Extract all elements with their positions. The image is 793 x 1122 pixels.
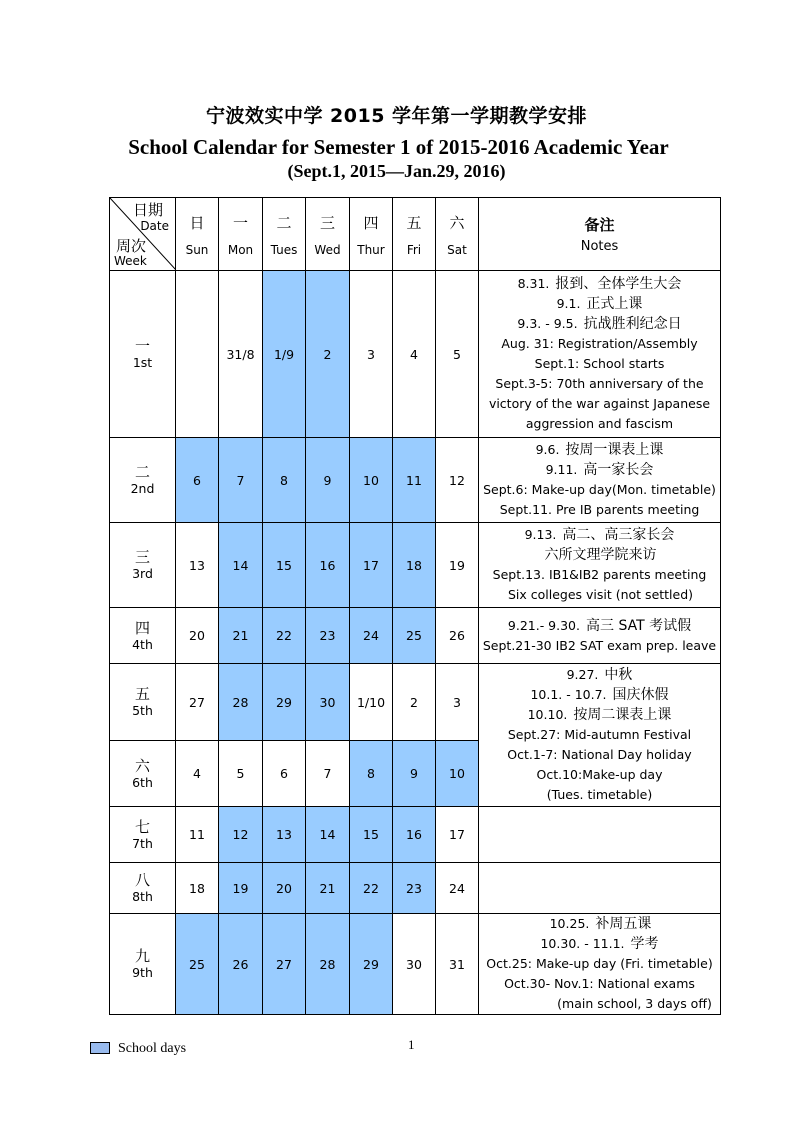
note-line <box>479 525 720 545</box>
date-cell: 24 <box>350 608 393 664</box>
week-label-cell <box>110 914 176 1015</box>
date-cell: 19 <box>219 863 263 914</box>
date-cell: 6 <box>176 438 219 523</box>
date-cell: 4 <box>393 271 436 438</box>
note-text: 高三 SAT 考试假 <box>586 617 692 634</box>
note-date: 10.30. - 11.1. <box>540 936 625 951</box>
note-line <box>479 934 720 954</box>
date-cell: 10 <box>350 438 393 523</box>
page-title-english: School Calendar for Semester 1 of 2015-2016 Academic Year <box>128 135 669 159</box>
week-label-cell <box>110 523 176 608</box>
week-label-cell <box>110 863 176 914</box>
note-line <box>479 460 720 480</box>
note-line <box>479 314 720 334</box>
note-date: 10.10. <box>527 707 568 722</box>
note-text: 中秋 <box>604 667 633 683</box>
note-text: Sept.13. IB1&IB2 parents meeting <box>492 567 707 582</box>
week-number-en: 4th <box>132 636 153 652</box>
date-cell: 1/10 <box>350 664 393 741</box>
day-header-thur: 四 Thur <box>350 198 393 271</box>
day-header-sat: 六 Sat <box>436 198 479 271</box>
date-cell: 20 <box>263 863 306 914</box>
week-number-en: 3rd <box>132 566 153 581</box>
note-text: Oct.10:Make-up day <box>536 767 663 782</box>
day-header-wed: 三 Wed <box>306 198 350 271</box>
week-number-cn: 六 <box>134 756 150 775</box>
date-cell: 4 <box>176 741 219 807</box>
date-cell: 30 <box>306 664 350 741</box>
date-cell: 21 <box>306 863 350 914</box>
note-text: 按周一课表上课 <box>565 442 664 458</box>
notes-cell <box>479 914 721 1015</box>
note-text: 高二、高三家长会 <box>562 527 675 543</box>
date-cell: 9 <box>306 438 350 523</box>
date-cell: 24 <box>436 863 479 914</box>
date-cell: 18 <box>393 523 436 608</box>
notes-cell <box>479 271 721 438</box>
date-cell: 15 <box>350 807 393 863</box>
note-date: 10.1. - 10.7. <box>530 687 607 702</box>
note-line <box>479 954 720 974</box>
note-date: 10.25. <box>549 916 590 931</box>
date-cell: 11 <box>393 438 436 523</box>
week-row <box>110 438 721 523</box>
note-line <box>479 374 720 394</box>
note-text: aggression and fascism <box>525 416 674 431</box>
date-cell: 23 <box>306 608 350 664</box>
note-line <box>479 480 720 500</box>
date-cell: 8 <box>350 741 393 807</box>
school-day-swatch <box>90 1042 110 1054</box>
header-row <box>110 198 721 271</box>
note-text: (Tues. timetable) <box>546 787 653 802</box>
week-label-cell <box>110 608 176 664</box>
week-number-cn: 三 <box>134 548 150 566</box>
date-cell: 12 <box>219 807 263 863</box>
week-number-cn: 一 <box>134 337 150 355</box>
week-label-cell <box>110 438 176 523</box>
week-label-cell <box>110 741 176 807</box>
note-text: Sept.1: School starts <box>534 356 665 371</box>
date-cell: 13 <box>176 523 219 608</box>
date-cell: 3 <box>350 271 393 438</box>
note-line <box>479 994 720 1014</box>
date-cell: 31 <box>436 914 479 1015</box>
note-date: 9.21.- 9.30. <box>507 617 580 633</box>
date-cell: 22 <box>263 608 306 664</box>
date-cell: 2 <box>393 664 436 741</box>
page-number: 1 <box>408 1037 415 1052</box>
note-text: Sept.3-5: 70th anniversary of the <box>495 376 704 391</box>
note-text: Oct.25: Make-up day (Fri. timetable) <box>486 956 713 971</box>
note-text: 高一家长会 <box>583 462 654 478</box>
week-number-cn: 五 <box>134 685 150 703</box>
note-text: Sept.21-30 IB2 SAT exam prep. leave <box>482 637 717 653</box>
week-number-en: 1st <box>132 355 153 370</box>
date-cell: 5 <box>219 741 263 807</box>
corner-date-cn: 日期 <box>132 201 163 219</box>
note-text: Six colleges visit (not settled) <box>507 587 694 602</box>
note-line <box>479 354 720 374</box>
note-text: (main school, 3 days off) <box>557 996 712 1011</box>
note-line <box>479 334 720 354</box>
date-cell: 25 <box>176 914 219 1015</box>
date-cell: 2 <box>306 271 350 438</box>
date-cell: 11 <box>176 807 219 863</box>
note-date: 9.3. - 9.5. <box>517 316 578 331</box>
date-cell: 29 <box>350 914 393 1015</box>
corner-week-cn: 周次 <box>116 237 147 255</box>
note-date: 9.27. <box>566 667 599 682</box>
week-number-cn: 七 <box>134 817 150 836</box>
note-date: 8.31. <box>517 276 550 291</box>
week-label-cell <box>110 271 176 438</box>
notes-cell <box>479 807 721 863</box>
date-cell: 16 <box>306 523 350 608</box>
date-cell: 31/8 <box>219 271 263 438</box>
week-number-cn: 八 <box>134 871 150 889</box>
week-number-en: 2nd <box>130 481 155 496</box>
week-number-en: 5th <box>132 703 153 718</box>
week-row <box>110 271 721 438</box>
date-cell: 23 <box>393 863 436 914</box>
week-row <box>110 863 721 914</box>
date-cell: 14 <box>219 523 263 608</box>
note-line <box>479 440 720 460</box>
note-text: 学考 <box>630 936 659 952</box>
note-text: Sept.27: Mid-autumn Festival <box>507 727 692 742</box>
day-header-fri: 五 Fri <box>393 198 436 271</box>
date-cell: 26 <box>436 608 479 664</box>
legend-label: School days <box>118 1041 187 1056</box>
note-date: 9.1. <box>556 296 581 311</box>
date-cell: 5 <box>436 271 479 438</box>
corner-date-en: Date <box>140 219 169 233</box>
note-text: victory of the war against Japanese <box>488 396 711 411</box>
date-cell: 17 <box>350 523 393 608</box>
notes-cell <box>479 438 721 523</box>
date-cell: 28 <box>219 664 263 741</box>
date-cell: 21 <box>219 608 263 664</box>
week-number-cn: 四 <box>134 618 150 637</box>
date-cell: 20 <box>176 608 219 664</box>
date-cell: 6 <box>263 741 306 807</box>
week-row <box>110 664 721 741</box>
note-line <box>479 665 720 685</box>
date-cell: 30 <box>393 914 436 1015</box>
note-text: Sept.6: Make-up day(Mon. timetable) <box>483 482 716 497</box>
note-text: 正式上课 <box>586 296 643 312</box>
note-text: Oct.1-7: National Day holiday <box>507 747 692 762</box>
note-line <box>479 705 720 725</box>
note-date: 9.11. <box>545 462 578 477</box>
note-line <box>479 974 720 994</box>
date-cell: 18 <box>176 863 219 914</box>
note-line <box>479 565 720 585</box>
date-cell: 7 <box>219 438 263 523</box>
week-row <box>110 914 721 1015</box>
day-header-sun: 日 Sun <box>176 198 219 271</box>
date-cell: 9 <box>393 741 436 807</box>
note-line <box>479 636 720 656</box>
date-cell: 1/9 <box>263 271 306 438</box>
note-line <box>479 585 720 605</box>
note-line <box>479 785 720 805</box>
date-cell: 10 <box>436 741 479 807</box>
date-cell <box>176 271 219 438</box>
week-number-en: 7th <box>132 835 153 851</box>
note-line <box>479 616 720 636</box>
note-text: 补周五课 <box>595 916 652 932</box>
day-header-mon: 一 Mon <box>219 198 263 271</box>
corner-header-cell <box>110 198 176 271</box>
date-cell: 15 <box>263 523 306 608</box>
date-cell: 28 <box>306 914 350 1015</box>
note-date: 9.13. <box>524 527 557 542</box>
note-line <box>479 725 720 745</box>
note-line <box>479 545 720 565</box>
date-cell: 7 <box>306 741 350 807</box>
week-row <box>110 608 721 664</box>
note-text: Oct.30- Nov.1: National exams <box>504 976 695 991</box>
notes-cell <box>479 523 721 608</box>
note-text: Sept.11. Pre IB parents meeting <box>499 502 700 517</box>
note-text: 按周二课表上课 <box>573 707 672 723</box>
date-cell: 17 <box>436 807 479 863</box>
date-cell: 27 <box>176 664 219 741</box>
week-number-en: 8th <box>132 889 153 904</box>
week-number-en: 6th <box>132 774 153 790</box>
date-range: (Sept.1, 2015—Jan.29, 2016) <box>287 161 506 181</box>
school-calendar-table <box>109 197 721 1015</box>
week-number-cn: 二 <box>134 463 150 481</box>
note-line <box>479 914 720 934</box>
page-title-chinese: 宁波效实中学 2015 学年第一学期教学安排 <box>205 105 588 127</box>
notes-cell <box>479 863 721 914</box>
note-text: 报到、全体学生大会 <box>555 276 682 292</box>
note-line <box>479 745 720 765</box>
week-row <box>110 523 721 608</box>
note-line <box>479 685 720 705</box>
note-line <box>479 765 720 785</box>
date-cell: 3 <box>436 664 479 741</box>
date-cell: 14 <box>306 807 350 863</box>
notes-cell <box>479 608 721 664</box>
date-cell: 19 <box>436 523 479 608</box>
date-cell: 29 <box>263 664 306 741</box>
day-header-tues: 二 Tues <box>263 198 306 271</box>
week-number-cn: 九 <box>134 947 150 965</box>
note-date: 9.6. <box>535 442 560 457</box>
corner-week-en: Week <box>114 254 147 268</box>
legend <box>90 1041 186 1057</box>
note-line <box>479 294 720 314</box>
week-label-cell <box>110 664 176 741</box>
date-cell: 12 <box>436 438 479 523</box>
week-number-en: 9th <box>132 965 153 980</box>
date-cell: 22 <box>350 863 393 914</box>
note-text: Aug. 31: Registration/Assembly <box>501 336 698 351</box>
week-row <box>110 807 721 863</box>
date-cell: 16 <box>393 807 436 863</box>
note-line <box>479 414 720 434</box>
notes-header: 备注 Notes <box>479 198 721 271</box>
note-line <box>479 394 720 414</box>
notes-cell <box>479 664 721 807</box>
date-cell: 26 <box>219 914 263 1015</box>
date-cell: 8 <box>263 438 306 523</box>
note-text: 抗战胜利纪念日 <box>583 316 682 332</box>
note-line <box>479 274 720 294</box>
note-text: 六所文理学院来访 <box>544 547 657 563</box>
date-cell: 25 <box>393 608 436 664</box>
date-cell: 13 <box>263 807 306 863</box>
week-label-cell <box>110 807 176 863</box>
note-text: 国庆休假 <box>612 687 669 703</box>
date-cell: 27 <box>263 914 306 1015</box>
note-line <box>479 500 720 520</box>
